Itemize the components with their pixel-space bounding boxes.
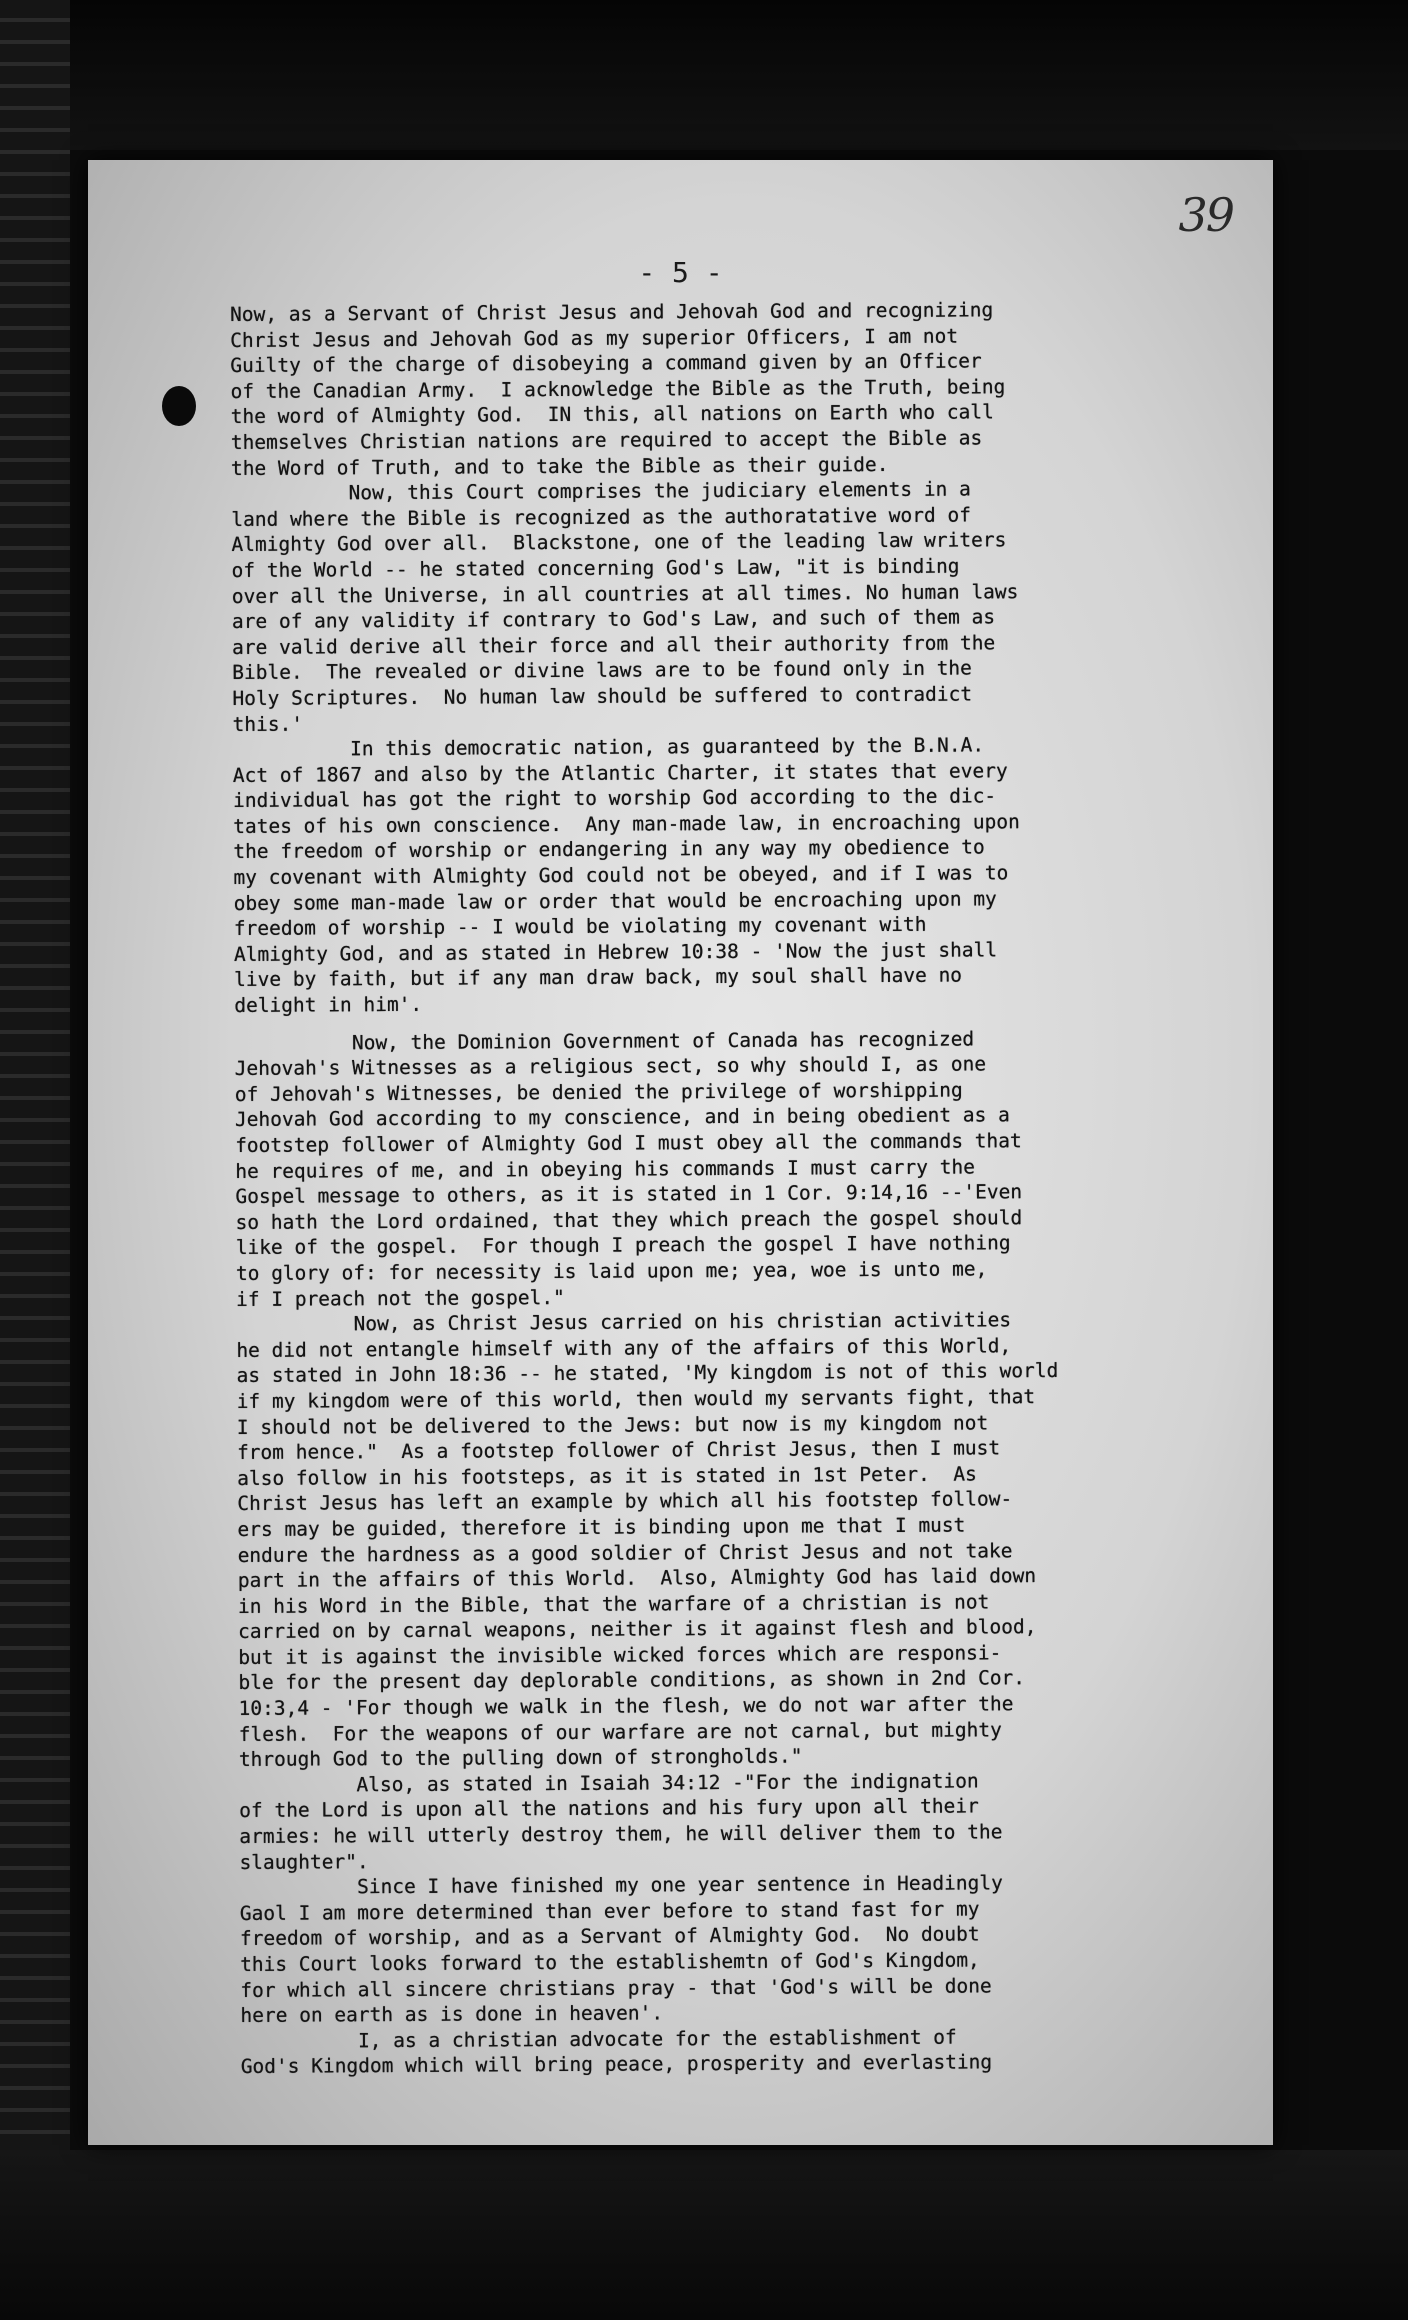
text-line: In this democratic nation, as guaranteed by the B.N.A. [232, 733, 985, 762]
text-line: carried on by carnal weapons, neither is it against flesh and blood, [238, 1615, 1037, 1644]
text-line: Gaol I am more determined than ever before to stand fast for my [239, 1897, 980, 1925]
text-line: my covenant with Almighty God could not be obeyed, and if I was to [233, 861, 1009, 890]
text-line: delight in him'. [234, 992, 423, 1018]
text-line: Almighty God over all. Blackstone, one of the leading law writers [231, 528, 1007, 557]
text-line: Bible. The revealed or divine laws are to be found only in the [232, 656, 972, 685]
punch-hole [162, 386, 196, 426]
text-line: of the Canadian Army. I acknowledge the Bible as the Truth, being [230, 375, 1006, 403]
text-line: I, as a christian advocate for the establishment of [240, 2025, 957, 2053]
text-line: are valid derive all their force and all their authority from the [232, 631, 996, 659]
text-line: so hath the Lord ordained, that they which preach the gospel should [235, 1205, 1023, 1234]
text-line: from hence." As a footstep follower of Christ Jesus, then I must [236, 1436, 1001, 1465]
text-line: Since I have finished my one year sentence in Headingly [239, 1871, 1003, 1900]
text-line: part in the affairs of this World. Also, Almighty God has laid down [237, 1564, 1037, 1593]
text-line: the Word of Truth, and to take the Bible as their guide. [230, 452, 889, 480]
text-line: Now, the Dominion Government of Canada has recognized [234, 1027, 975, 1055]
text-line: Now, as a Servant of Christ Jesus and Jehovah God and recognizing [230, 298, 994, 326]
handwritten-page-mark: 39 [1178, 188, 1233, 242]
text-line: land where the Bible is recognized as the authoratative word of [231, 503, 972, 531]
text-line: slaughter". [239, 1849, 369, 1874]
text-line: Guilty of the charge of disobeying a command given by an Officer [230, 349, 982, 378]
text-line: of Jehovah's Witnesses, be denied the privilege of worshipping [234, 1078, 963, 1106]
text-line: 10:3,4 - 'For though we walk in the flesh, we do not war after the [238, 1692, 1014, 1721]
text-line: this Court looks forward to the establishemtn of God's Kingdom, [240, 1948, 980, 1976]
text-line: Also, as stated in Isaiah 34:12 -"For the indignation [238, 1769, 979, 1797]
text-line: Act of 1867 and also by the Atlantic Charter, it states that every [232, 758, 1008, 787]
document-page [88, 160, 1273, 2145]
text-line: Holy Scriptures. No human law should be suffered to contradict [232, 682, 973, 710]
text-line: individual has got the right to worship God according to the dic- [232, 784, 997, 813]
text-line: Gospel message to others, as it is stated in 1 Cor. 9:14,16 --'Even [235, 1180, 1023, 1209]
text-line: ble for the present day deplorable conditions, as shown in 2nd Cor. [238, 1666, 1026, 1695]
text-line: of the World -- he stated concerning God's Law, "it is binding [231, 554, 960, 582]
text-line: as stated in John 18:36 -- he stated, 'My kingdom is not of this world [236, 1359, 1059, 1388]
text-line: this.' [232, 712, 304, 736]
text-line: but it is against the invisible wicked forces which are responsi- [238, 1641, 1002, 1669]
text-line: endure the hardness as a good soldier of Christ Jesus and not take [237, 1538, 1013, 1567]
text-line: Jehovah's Witnesses as a religious sect, so why should I, as one [234, 1052, 987, 1081]
text-line: freedom of worship, and as a Servant of Almighty God. No doubt [239, 1922, 980, 1951]
text-line: footstep follower of Almighty God I must obey all the commands that [235, 1129, 1022, 1157]
text-line: here on earth as is done in heaven'. [240, 2001, 664, 2028]
text-line: he requires of me, and in obeying his commands I must carry the [235, 1155, 975, 1183]
text-line: freedom of worship -- I would be violating my covenant with [233, 913, 927, 941]
text-line: through God to the pulling down of strongholds." [238, 1744, 803, 1772]
text-line: the freedom of worship or endangering in any way my obedience to [233, 835, 985, 864]
text-line: live by faith, but if any man draw back, my soul shall have no [234, 963, 963, 992]
typed-body-text [230, 296, 1271, 2080]
text-line: are of any validity if contrary to God's Law, and such of them as [231, 605, 996, 634]
text-line: Almighty God, and as stated in Hebrew 10:38 - 'Now the just shall [233, 938, 998, 966]
text-line: Now, as Christ Jesus carried on his christian activities [236, 1308, 1012, 1337]
text-line: like of the gospel. For though I preach the gospel I have nothing [235, 1231, 1011, 1260]
text-line: also follow in his footsteps, as it is stated in 1st Peter. As [237, 1462, 977, 1490]
text-line: for which all sincere christians pray - that 'God's will be done [240, 1973, 992, 2002]
text-line: ers may be guided, therefore it is binding upon me that I must [237, 1513, 966, 1541]
text-line: of the Lord is upon all the nations and his fury upon all their [239, 1794, 979, 1823]
text-line: if my kingdom were of this world, then would my servants fight, that [236, 1385, 1036, 1413]
page-number: - 5 - [638, 256, 723, 289]
text-line: flesh. For the weapons of our warfare are not carnal, but mighty [238, 1717, 1002, 1746]
text-line: I should not be delivered to the Jews: but now is my kingdom not [236, 1410, 989, 1439]
text-line: if I preach not the gospel." [236, 1285, 565, 1311]
text-line: to glory of: for necessity is laid upon me; yea, woe is unto me, [235, 1257, 988, 1285]
film-border-top [0, 0, 1408, 150]
text-line: obey some man-made law or order that would be encroaching upon my [233, 886, 997, 915]
text-line: Christ Jesus has left an example by which all his footstep follow- [237, 1487, 1013, 1516]
text-line: themselves Christian nations are required to accept the Bible as [230, 426, 983, 454]
text-line: Jehovah God according to my conscience, and in being obedient as a [234, 1103, 1010, 1132]
text-line: the word of Almighty God. IN this, all nations on Earth who call [230, 400, 994, 429]
text-line: armies: he will utterly destroy them, he will deliver them to the [239, 1820, 1003, 1849]
film-edge-left [0, 0, 70, 2320]
text-line: Christ Jesus and Jehovah God as my superior Officers, I am not [230, 324, 959, 352]
text-line: God's Kingdom which will bring peace, prosperity and everlasting [240, 2050, 993, 2079]
text-line: tates of his own conscience. Any man-made law, in encroaching upon [233, 810, 1020, 838]
text-line: over all the Universe, in all countries at all times. No human laws [231, 579, 1019, 608]
text-line: in his Word in the Bible, that the warfare of a christian is not [237, 1590, 990, 1618]
text-line: Now, this Court comprises the judiciary elements in a [231, 477, 971, 506]
text-line: he did not entangle himself with any of the affairs of this World, [236, 1333, 1012, 1362]
film-border-bottom [0, 2150, 1408, 2320]
